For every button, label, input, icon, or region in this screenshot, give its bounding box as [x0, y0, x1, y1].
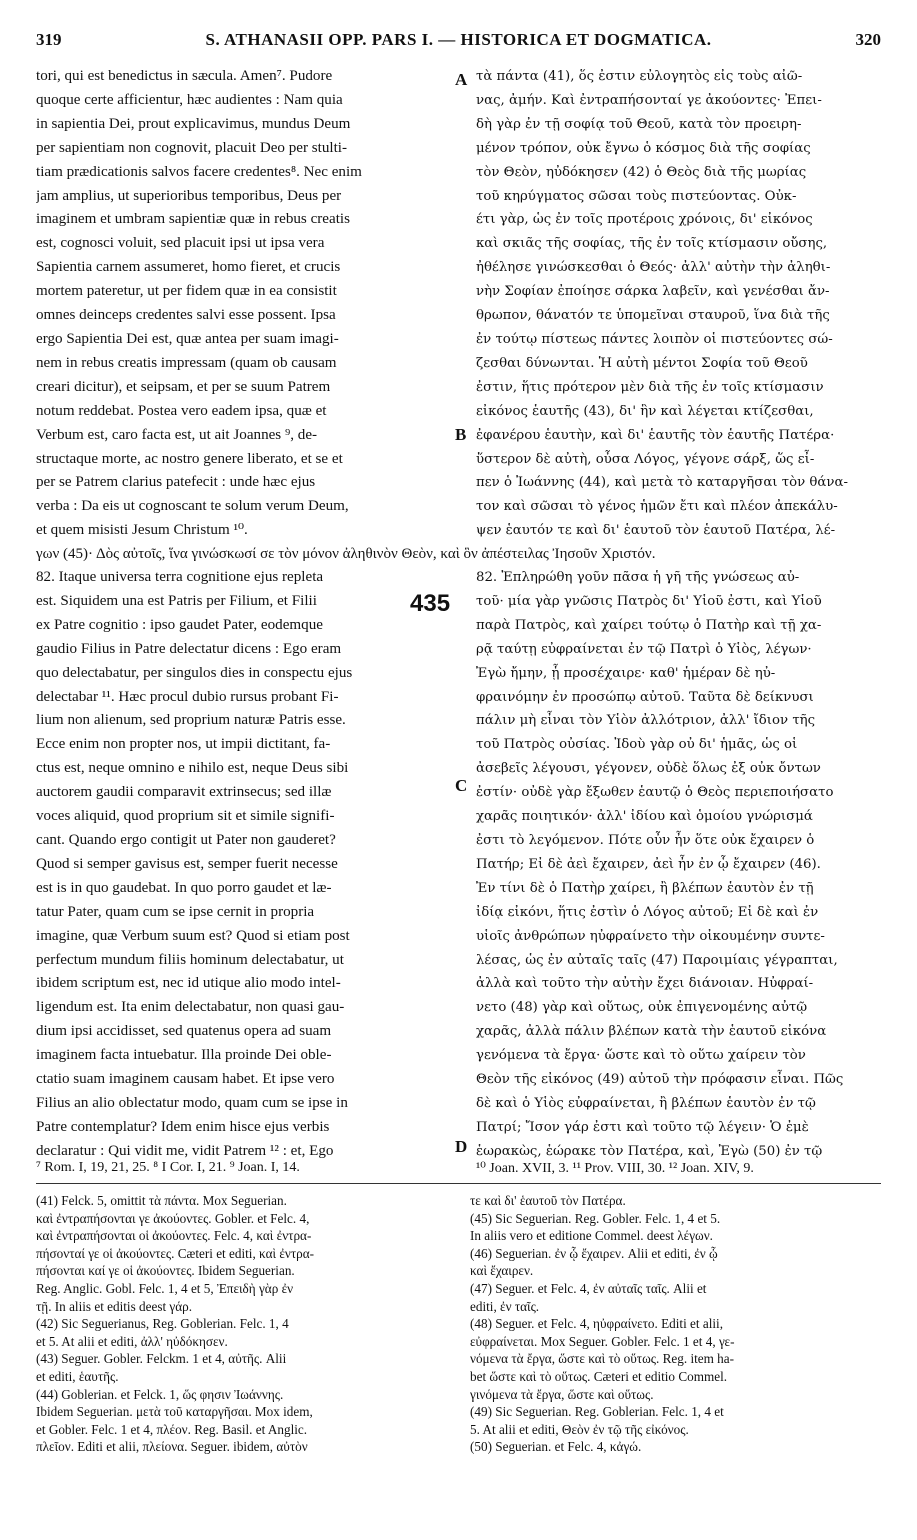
text-line: est. Siquidem una est Patris per Filium, et Filii	[36, 592, 317, 609]
text-line: καὶ ἐντραπήσονται οἱ ἀκούοντες. Felc. 4, καὶ ἐντρα-	[36, 1228, 312, 1244]
text-line: (45) Sic Seguerian. Reg. Gobler. Felc. 1, 4 et 5.	[470, 1210, 721, 1226]
text-line: τῇ. In aliis et editis deest γάρ.	[36, 1298, 193, 1314]
text-line: νὴν Σοφίαν ἐποίησε σάρκα λαβεῖν, καὶ γενέσθαι ἄν-	[476, 284, 830, 300]
text-line: ἠθέλησε γινώσκεσθαι ὁ Θεός· ἀλλ' αὐτὴν τὴν ἀληθι-	[476, 260, 831, 276]
text-line: gaudio Filius in Patre delectatur dicens : Ego eram	[36, 640, 342, 657]
text-line: ibidem scriptum est, nec id utique alio modo intel-	[36, 975, 341, 992]
text-line: ἀλλὰ καὶ τοῦτο τὴν αὐτὴν ἔχει διάνοιαν. Ηὐφραί-	[476, 976, 814, 992]
text-line: Filius an alio oblectatur modo, quam cum se ipse in	[36, 1094, 348, 1111]
text-line: ἐφανέρου ἑαυτὴν, καὶ δι' ἑαυτῆς τὸν ἑαυτῆς Πατέρα·	[476, 427, 835, 443]
text-line: in sapientia Dei, prout explicavimus, mundus Deum	[36, 115, 351, 132]
text-line: Quod si semper gavisus est, semper fuerit necesse	[36, 855, 338, 872]
text-line: creari dicitur), et seipsam, et per se suum Patrem	[36, 378, 331, 395]
text-line: delectabar ¹¹. Hæc procul dubio rursus probant Fi-	[36, 688, 339, 705]
text-line: ligendum est. Ita enim delectabatur, non quasi gau-	[36, 999, 345, 1016]
text-line: per se Patrem clarius patefecit : unde hæc ejus	[36, 474, 316, 491]
text-line: Ibidem Seguerian. μετὰ τοῦ καταργῆσαι. Mox idem,	[36, 1404, 313, 1420]
text-line: πήσονται καί γε οἱ ἀκούοντες. Ibidem Seguerian.	[36, 1263, 295, 1279]
text-line: per sapientiam non cognovit, placuit Deo per stulti-	[36, 139, 348, 156]
block-number: 435	[410, 590, 451, 617]
full-width-line: γων (45)· Δὸς αὐτοῖς, ἵνα γινώσκωσί σε τὸν μόνον ἀληθινὸν Θεὸν, καὶ ὃν ἀπέστειλας Ἰησοῦν Χριστόν.	[36, 546, 656, 562]
text-line: (41) Felck. 5, omittit τὰ πάντα. Mox Seguerian.	[36, 1193, 287, 1208]
text-line: τὰ πάντα (41), ὅς ἐστιν εὐλογητὸς εἰς τοὺς αἰῶ-	[476, 69, 803, 84]
text-line: λέσας, ὡς ἐν αὐταῖς ταῖς (47) Παροιμίαις γέγραπται,	[476, 952, 838, 968]
greek-column-lower	[476, 566, 881, 1164]
text-line: auctorem gaudii comparavit extrinsecus; sed illæ	[36, 784, 332, 801]
text-line: Ecce enim non propter nos, ut impii dictitant, fa-	[36, 736, 331, 753]
margin-letter-a: A	[455, 70, 468, 89]
text-line: Reg. Anglic. Gobl. Felc. 1, 4 et 5, Ἐπειδὴ γὰρ ἐν	[36, 1280, 294, 1296]
text-line: δὴ γὰρ ἐν τῇ σοφίᾳ τοῦ Θεοῦ, κατὰ τὸν προειρη-	[476, 116, 802, 132]
text-line: τοῦ· μία γὰρ γνῶσις Πατρὸς δι' Υἱοῦ ἐστι, καὶ Υἱοῦ	[476, 593, 822, 609]
running-header	[36, 30, 881, 56]
text-line: editi, ἐν ταῖς.	[470, 1298, 540, 1314]
text-line: Verbum est, caro facta est, ut ait Joannes ⁹, de-	[36, 426, 318, 443]
text-line: φραινόμην ἐν προσώπῳ αὐτοῦ. Ταῦτα δὲ δείκνυσι	[476, 689, 814, 705]
text-line: ex Patre cognitio : ipso gaudet Pater, eodemque	[36, 616, 323, 633]
text-line: et quem misisti Jesum Christum ¹⁰.	[36, 522, 248, 539]
text-line: est is in quo gaudebat. In quo porro gaudet et læ-	[36, 879, 332, 896]
footnotes-left	[36, 1192, 462, 1456]
text-line: καὶ ἔχαιρεν.	[470, 1263, 534, 1279]
text-line: 82. Ἐπληρώθη γοῦν πᾶσα ἡ γῆ τῆς γνώσεως αὐ-	[476, 570, 800, 585]
text-line: ἐν τούτῳ πίστεως πάντες λοιπὸν οἱ πιστεύοντες σώ-	[476, 331, 833, 347]
text-line: tiam prædicationis salvos facere credentes⁸. Nec enim	[36, 163, 362, 180]
text-line: υἱοῖς ἀνθρώπων ηὐφραίνετο τὴν οἰκουμένην συντε-	[476, 928, 825, 944]
text-line: cant. Quando ergo contigit ut Pater non gauderet?	[36, 831, 336, 848]
text-line: τε καὶ δι' ἑαυτοῦ τὸν Πατέρα.	[470, 1193, 626, 1208]
text-line: θρωπον, θάνατόν τε ὑπομεῖναι σταυροῦ, ἵνα διὰ τῆς	[476, 308, 830, 324]
text-line: et 5. At alii et editi, ἀλλ' ηὐδόκησεν.	[36, 1333, 228, 1349]
text-line: quoque certe afficientur, hæc audientes : Nam quia	[36, 91, 343, 108]
text-line: (46) Seguerian. ἐν ᾧ ἔχαιρεν. Alii et editi, ἐν ᾧ	[470, 1245, 718, 1261]
text-line: τὸν Θεὸν, ηὐδόκησεν (42) ὁ Θεὸς διὰ τῆς μωρίας	[476, 164, 807, 180]
footnotes-right	[470, 1192, 881, 1456]
text-line: 5. At alii et editi, Θεὸν ἐν τῷ τῆς εἰκόνος.	[470, 1421, 689, 1437]
text-line: nem in rebus creatis impressam (quam ob causam	[36, 354, 337, 371]
text-line: omnes deinceps credentes salvi esse possent. Ipsa	[36, 307, 336, 324]
text-line: ζεσθαι δύνωνται. Ἡ αὐτὴ μέντοι Σοφία τοῦ Θεοῦ	[476, 355, 808, 371]
text-line: νας, ἀμήν. Καὶ ἐντραπήσονταί γε ἀκούοντες· Ἐπει-	[476, 92, 822, 108]
text-line: quo delectabatur, per singulos dies in conspectu ejus	[36, 664, 353, 681]
text-line: ἐστίν· οὐδὲ γὰρ ἔξωθεν ἑαυτῷ ὁ Θεὸς περιεποιήσατο	[476, 785, 834, 801]
text-line: (47) Seguer. et Felc. 4, ἐν αὐταῖς ταῖς. Alii et	[470, 1280, 707, 1296]
text-line: imaginem facta intuebatur. Illa proinde Dei oble-	[36, 1047, 332, 1064]
text-line: Patre contemplatur? Idem enim hisce ejus verbis	[36, 1118, 330, 1135]
text-line: Sapientia carnem assumeret, homo fieret, et crucis	[36, 259, 341, 276]
text-line: πάλιν μὴ εἶναι τὸν Υἱὸν ἀλλότριον, ἀλλ' ἴδιον τῆς	[476, 713, 816, 729]
text-line: 82. Itaque universa terra cognitione ejus repleta	[36, 569, 324, 585]
text-line: πλεῖον. Editi et alii, πλείονα. Seguer. ibidem, αὐτὸν	[36, 1439, 308, 1455]
text-line: ὕστερον δὲ αὐτὴ, οὖσα Λόγος, γέγονε σάρξ, ὥς εἶ-	[476, 451, 815, 467]
text-line: dium ipsi accidisset, sed quatenus opera ad suam	[36, 1023, 332, 1040]
running-title: S. ATHANASII OPP. PARS I. — HISTORICA ET DOGMATICA.	[205, 30, 712, 49]
text-line: τοῦ κηρύγματος σῶσαι τοὺς πιστεύοντας. Οὐκ-	[476, 188, 797, 204]
text-line: νόμενα τὰ ἔργα, ὥστε καὶ τὸ οὕτως. Reg. item ha-	[470, 1351, 735, 1367]
text-line: ἐστι τὸ λεγόμενον. Πότε οὖν ἦν ὅτε οὐκ ἔχαιρεν ὁ	[476, 832, 815, 848]
text-line: (44) Goblerian. et Felck. 1, ὥς φησιν Ἰωάννης.	[36, 1386, 284, 1402]
text-line: voces aliquid, quod proprium sit et simile signifi-	[36, 808, 335, 825]
text-line: τον καὶ σῶσαι τὸ γένος ἡμῶν ἔτι καὶ πλέον ἀπεκάλυ-	[476, 499, 838, 515]
text-line: δὲ καὶ ὁ Υἱὸς εὐφραίνεται, ἢ βλέπων ἑαυτὸν ἐν τῷ	[476, 1095, 816, 1111]
text-line: Πατήρ; Εἰ δὲ ἀεὶ ἔχαιρεν, ἀεὶ ἦν ἐν ᾧ ἔχαιρεν (46).	[476, 856, 821, 872]
text-line: (49) Sic Seguerian. Reg. Goblerian. Felc. 1, 4 et	[470, 1404, 724, 1420]
text-line: χαρᾶς, ἀλλὰ πάλιν βλέπων κατὰ τὴν ἑαυτοῦ εἰκόνα	[476, 1024, 827, 1040]
text-line: perfectum mundum filiis hominum delectabatur, ut	[36, 951, 344, 968]
margin-letter-c: C	[455, 776, 468, 795]
text-line: et Gobler. Felc. 1 et 4, πλέον. Reg. Basil. et Anglic.	[36, 1421, 308, 1437]
text-line: γινόμενα τὰ ἔργα, ὥστε καὶ οὕτως.	[470, 1386, 654, 1402]
scripture-references	[36, 1160, 881, 1177]
text-line: πεν ὁ Ἰωάννης (44), καὶ μετὰ τὸ καταργῆσαι τὸν θάνα-	[476, 475, 848, 491]
text-line: structaque morte, ac nostro genere liberato, et se et	[36, 450, 343, 467]
footnote-rule	[36, 1183, 881, 1184]
text-line: τοῦ Πατρὸς οὐσίας. Ἰδοὺ γὰρ οὐ δι' ἡμᾶς, ὡς οἱ	[476, 737, 798, 753]
text-line: notum reddebat. Postea vero eadem ipsa, quæ et	[36, 402, 327, 419]
text-line: παρὰ Πατρὸς, καὶ χαίρει τούτῳ ὁ Πατὴρ καὶ τῇ χα-	[476, 617, 822, 633]
text-line: jam amplius, ut superioribus temporibus, Deus per	[36, 187, 342, 204]
text-line: ctus est, neque omnino e nihilo est, neque Deus sibi	[36, 760, 349, 777]
text-line: imagine, quæ Verbum suum est? Quod si etiam post	[36, 927, 350, 944]
text-line: Ἐν τίνι δὲ ὁ Πατὴρ χαίρει, ἢ βλέπων ἑαυτὸν ἐν τῇ	[476, 880, 814, 896]
text-line: ctatio suam imaginem causam habet. Et ipse vero	[36, 1071, 335, 1088]
refs-left: ⁷ Rom. I, 19, 21, 25. ⁸ I Cor. I, 21. ⁹ Joan. I, 14.	[36, 1160, 300, 1175]
text-line: (42) Sic Seguerianus, Reg. Goblerian. Felc. 1, 4	[36, 1316, 289, 1332]
text-line: In aliis vero et editione Commel. deest λέγων.	[470, 1228, 713, 1244]
text-line: εὐφραίνεται. Mox Seguer. Gobler. Felc. 1 et 4, γε-	[470, 1333, 735, 1349]
text-line: imaginem et umbram sapientiæ quæ in rebus creatis	[36, 211, 350, 228]
text-line: mortem pateretur, ut per fidem quæ in ea consistit	[36, 283, 337, 300]
text-line: verba : Da eis ut cognoscant te solum verum Deum,	[36, 498, 349, 515]
text-line: (43) Seguer. Gobler. Felckm. 1 et 4, αὐτῆς. Alii	[36, 1351, 287, 1367]
text-line: έτι γὰρ, ὡς ἐν τοῖς προτέροις χρόνοις, δι' εἰκόνος	[476, 212, 813, 228]
text-line: lium non alienum, sed proprium naturæ Patris esse.	[36, 712, 346, 729]
page-number-right: 320	[855, 30, 881, 49]
text-line: χαρᾶς ποιητικόν· ἀλλ' ἰδίου καὶ ὁμοίου γνώρισμά	[476, 809, 813, 825]
latin-column-lower	[36, 566, 460, 1164]
text-line: καὶ ἐντραπήσονται γε ἀκούοντες. Gobler. et Felc. 4,	[36, 1210, 310, 1226]
margin-letter-d: D	[455, 1137, 468, 1156]
text-line: καὶ σκιᾶς τῆς σοφίας, τῆς ἐν τοῖς κτίσμασιν οὔσης,	[476, 236, 828, 252]
text-line: tori, qui est benedictus in sæcula. Amen⁷. Pudore	[36, 68, 333, 84]
text-line: ἑωρακὼς, ἑώρακε τὸν Πατέρα, καὶ, Ἐγὼ (50) ἐν τῷ	[476, 1143, 823, 1159]
text-line: ψεν ἑαυτόν τε καὶ δι' ἑαυτοῦ τὸν ἑαυτοῦ Πατέρα, λέ-	[476, 523, 836, 539]
text-line: bet ὥστε καὶ τὸ οὕτως. Cæteri et editio Commel.	[470, 1368, 728, 1384]
text-line: ἰδίᾳ εἰκόνι, ἥτις ἐστὶν ὁ Λόγος αὐτοῦ; Εἰ δὲ καὶ ἐν	[476, 904, 819, 920]
margin-letter-b: B	[455, 425, 467, 444]
text-line: Ἐγὼ ἤμην, ᾗ προσέχαιρε· καθ' ἡμέραν δὲ ηὐ-	[476, 665, 776, 681]
text-line: Θεὸν τῆς εἰκόνος (49) αὐτοῦ τὴν πρόφασιν εἶναι. Πῶς	[476, 1072, 844, 1088]
text-line: εἰκόνος ἑαυτῆς (43), δι' ἣν καὶ λέγεται κτίζεσθαι,	[476, 403, 814, 419]
text-line: γενόμενα τὰ ἔργα· ὥστε καὶ τὸ οὕτω χαίρειν τὸν	[476, 1048, 806, 1064]
text-line: (50) Seguerian. et Felc. 4, κἀγώ.	[470, 1439, 642, 1455]
text-line: declaratur : Qui vidit me, vidit Patrem ¹² : et, Ego	[36, 1142, 334, 1159]
text-line: ἀσεβεῖς λέγουσι, γέγονεν, οὐδὲ ὅλως ἐξ οὐκ ὄντων	[476, 761, 821, 777]
text-line: (48) Seguer. et Felc. 4, ηὐφραίνετο. Editi et alii,	[470, 1316, 724, 1332]
text-line: Πατρί; Ἴσον γάρ ἐστι καὶ τοῦτο τῷ λέγειν· Ὁ ἐμὲ	[476, 1119, 809, 1135]
text-line: est, cognosci voluit, sed placuit ipsi ut ipsa vera	[36, 235, 325, 252]
text-line: ἐστιν, ἥτις πρότερον μὲν διὰ τῆς ἐν τοῖς κτίσμασιν	[476, 379, 824, 395]
text-line: ρᾷ ταύτῃ εὐφραίνεται ἐν τῷ Πατρὶ ὁ Υἱὸς, λέγων·	[476, 641, 812, 657]
text-line: πήσονταί γε οἱ ἀκούοντες. Cæteri et editi, καὶ ἐντρα-	[36, 1245, 315, 1261]
refs-right: ¹⁰ Joan. XVII, 3. ¹¹ Prov. VIII, 30. ¹² Joan. XIV, 9.	[476, 1161, 754, 1176]
text-line: tatur Pater, quam cum se ipse cernit in propria	[36, 903, 315, 920]
text-line: νετο (48) γὰρ καὶ οὕτως, οὐκ ἐπιγενομένης αὐτῷ	[476, 1000, 808, 1016]
text-line: ergo Sapientia Dei est, quæ antea per suam imagi-	[36, 330, 339, 347]
greek-column-upper	[476, 65, 881, 543]
latin-column-upper	[36, 65, 460, 543]
text-line: μένον τρόπον, οὐκ ἔγνω ὁ κόσμος διὰ τῆς σοφίας	[476, 140, 811, 156]
page-number-left: 319	[36, 30, 62, 49]
text-line: et editi, ἑαυτῆς.	[36, 1368, 119, 1384]
